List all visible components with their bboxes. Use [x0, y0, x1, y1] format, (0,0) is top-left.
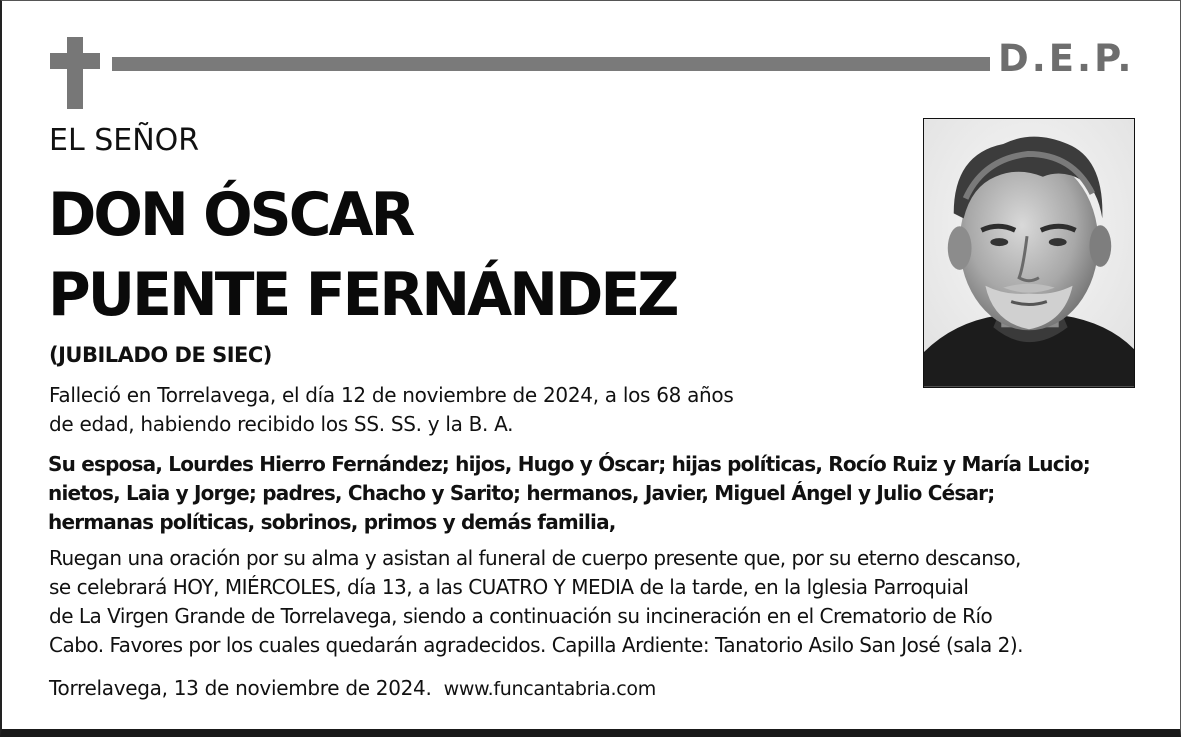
latin-cross-icon	[50, 37, 100, 109]
funeral-line-3: de La Virgen Grande de Torrelavega, siendo a continuación su incineración en el Crematorio de Río	[49, 604, 993, 628]
deceased-name-line-2: PUENTE FERNÁNDEZ	[48, 260, 677, 330]
funeral-line-4: Cabo. Favores por los cuales quedarán agradecidos. Capilla Ardiente: Tanatorio Asilo San José (sala 2).	[49, 633, 1024, 657]
family-line-3: hermanas políticas, sobrinos, primos y demás familia,	[48, 510, 616, 534]
death-notice-line-2: de edad, habiendo recibido los SS. SS. y la B. A.	[49, 412, 514, 436]
dep-heading: D.E.P.	[998, 37, 1135, 80]
funeral-line-2: se celebrará HOY, MIÉRCOLES, día 13, a las CUATRO Y MEDIA de la tarde, en la lglesia Parroquial	[49, 575, 969, 599]
footer-place-date: Torrelavega, 13 de noviembre de 2024.	[49, 676, 432, 700]
website-link[interactable]: www.funcantabria.com	[443, 678, 656, 700]
family-line-1: Su esposa, Lourdes Hierro Fernández; hijos, Hugo y Óscar; hijas políticas, Rocío Ruiz y María Lucio;	[48, 452, 1090, 476]
death-notice	[49, 381, 909, 439]
header-rule	[112, 57, 990, 71]
cross-horizontal-bar	[50, 53, 100, 69]
deceased-name-line-1: DON ÓSCAR	[48, 180, 413, 250]
family-line-2: nietos, Laia y Jorge; padres, Chacho y Sarito; hermanos, Javier, Miguel Ángel y Julio César;	[48, 481, 995, 505]
funeral-details	[49, 544, 1169, 660]
portrait-illustration	[924, 119, 1134, 387]
deceased-role: (JUBILADO DE SIEC)	[49, 343, 272, 367]
cross-vertical-bar	[67, 37, 83, 109]
family-list	[48, 450, 1168, 537]
footer	[49, 674, 656, 704]
portrait-photo	[923, 118, 1135, 388]
funeral-line-1: Ruegan una oración por su alma y asistan al funeral de cuerpo presente que, por su eterno descanso,	[49, 546, 1021, 570]
deceased-name	[48, 175, 677, 335]
death-notice-line-1: Falleció en Torrelavega, el día 12 de noviembre de 2024, a los 68 años	[49, 383, 734, 407]
honorific: EL SEÑOR	[49, 123, 200, 158]
